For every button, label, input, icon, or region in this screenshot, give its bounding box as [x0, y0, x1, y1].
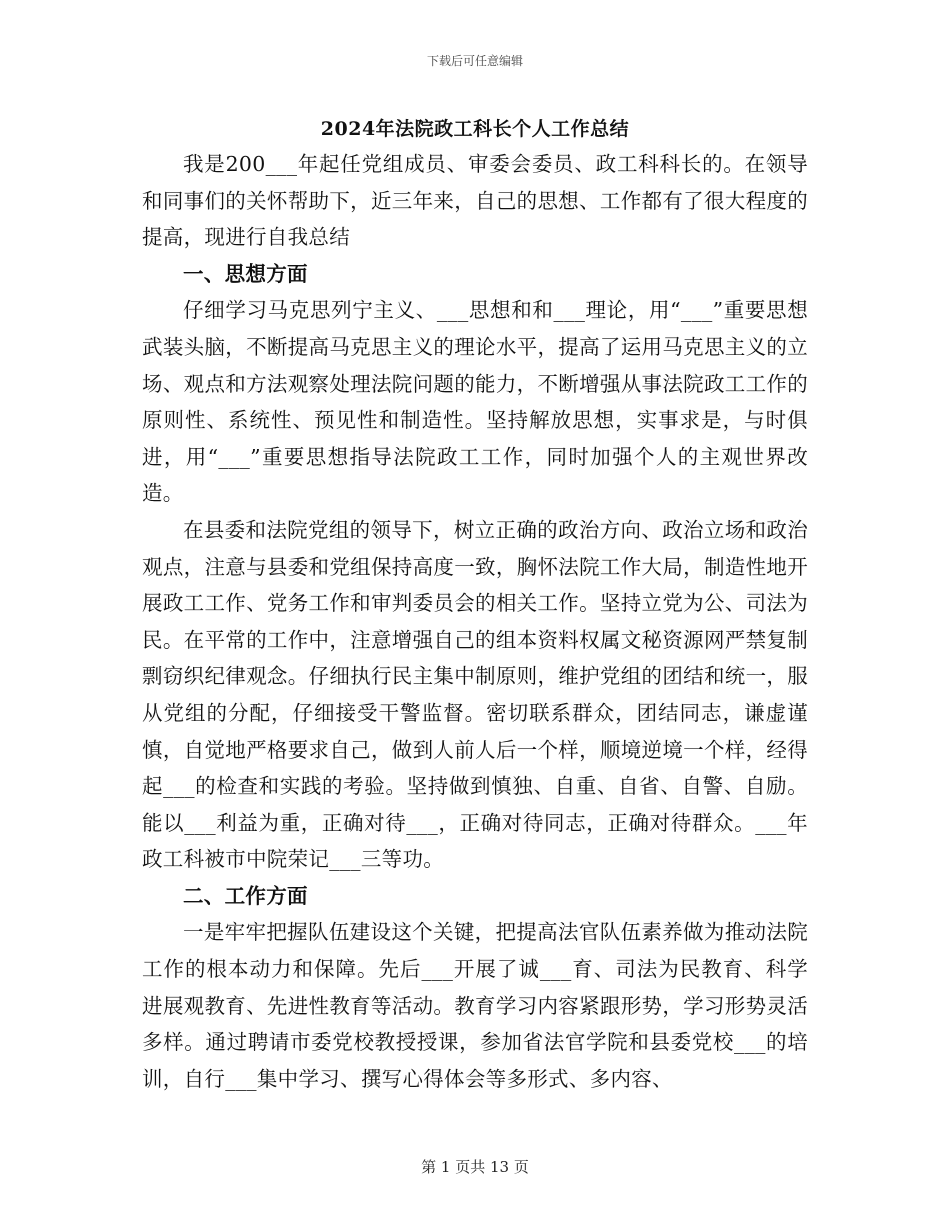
document-title: 2024年法院政工科长个人工作总结 [320, 118, 630, 140]
section1-paragraph-1: 仔细学习马克思列宁主义、___思想和和___理论，用“___”重要思想武装头脑，不断提高马克思主义的理论水平，提高了运用马克思主义的立场、观点和方法观察处理法院问题的能力，不断增强从事法院政工工作的原则性、系统性、预见性和制造性。坚持解放思想，实事求是，与时俱进，用“___”重要思想指导法院政工工作，同时加强个人的主观世界改造。 [142, 298, 808, 506]
header-note: 下载后可任意编辑 [426, 54, 523, 68]
document-body [142, 146, 808, 1097]
section-heading-thought: 一、思想方面 [183, 261, 308, 286]
page-footer: 第 1 页共 13 页 [421, 1158, 529, 1176]
section1-paragraph-2: 在县委和法院党组的领导下，树立正确的政治方向、政治立场和政治观点，注意与县委和党组保持高度一致，胸怀法院工作大局，制造性地开展政工工作、党务工作和审判委员会的相关工作。坚持立党为公、司法为民。在平常的工作中，注意增强自己的组本资料权属文秘资源网严禁复制剽窃织纪律观念。仔细执行民主集中制原则，维护党组的团结和统一，服从党组的分配，仔细接受干警监督。密切联系群众，团结同志，谦虚谨慎，自觉地严格要求自己，做到人前人后一个样，顺境逆境一个样，经得起___的检查和实践的考验。坚持做到慎独、自重、自省、自警、自励。能以___利益为重，正确对待___，正确对待同志，正确对待群众。___年政工科被市中院荣记___三等功。 [142, 517, 808, 872]
section2-paragraph-1: 一是牢牢把握队伍建设这个关键，把提高法官队伍素养做为推动法院工作的根本动力和保障。先后___开展了诚___育、司法为民教育、科学进展观教育、先进性教育等活动。教育学习内容紧跟形势，学习形势灵活多样。通过聘请市委党校教授授课，参加省法官学院和县委党校___的培训，自行___集中学习、撰写心得体会等多形式、多内容、 [142, 920, 808, 1091]
intro-paragraph: 我是200___年起任党组成员、审委会委员、政工科科长的。在领导和同事们的关怀帮助下，近三年来，自己的思想、工作都有了很大程度的提高，现进行自我总结 [142, 152, 808, 250]
section-heading-work: 二、工作方面 [183, 883, 308, 908]
